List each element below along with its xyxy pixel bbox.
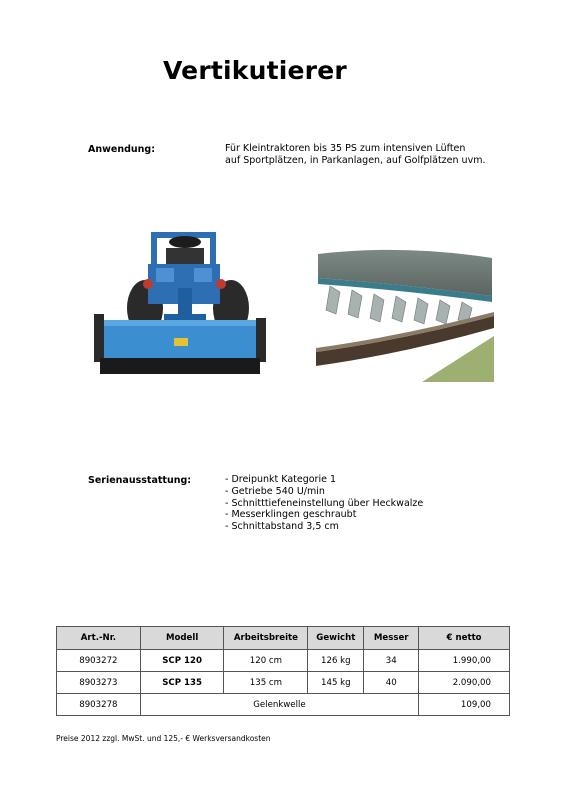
cell-price: 109,00 <box>419 694 510 716</box>
equipment-item: - Getriebe 540 U/min <box>225 485 325 497</box>
cell-working-width: 120 cm <box>224 650 308 672</box>
price-table <box>56 626 510 716</box>
equipment-label: Serienausstattung: <box>88 475 192 486</box>
table-row <box>57 694 510 716</box>
header-art-nr: Art.-Nr. <box>57 627 141 650</box>
application-text <box>225 143 485 166</box>
application-line: auf Sportplätzen, in Parkanlagen, auf Golfplätzen uvm. <box>225 154 486 166</box>
price-footnote: Preise 2012 zzgl. MwSt. und 125,- € Werksversandkosten <box>56 734 271 743</box>
cell-price: 1.990,00 <box>419 650 510 672</box>
equipment-list <box>225 474 423 533</box>
cell-art-nr: 8903273 <box>57 672 141 694</box>
tractor-photo <box>88 228 273 388</box>
header-price: € netto <box>419 627 510 650</box>
blade-roller-photo <box>312 244 497 382</box>
application-line: Für Kleintraktoren bis 35 PS zum intensiven Lüften <box>225 143 466 154</box>
cell-weight: 145 kg <box>308 672 364 694</box>
equipment-item: - Messerklingen geschraubt <box>225 509 357 521</box>
cell-model: SCP 120 <box>140 650 224 672</box>
table-header-row <box>57 627 510 650</box>
equipment-item: - Schnitttiefeneinstellung über Heckwalze <box>225 497 424 509</box>
equipment-item: - Dreipunkt Kategorie 1 <box>225 474 337 485</box>
cell-model: SCP 135 <box>140 672 224 694</box>
cell-working-width: 135 cm <box>224 672 308 694</box>
cell-description: Gelenkwelle <box>140 694 418 716</box>
table-row <box>57 650 510 672</box>
cell-blades: 40 <box>364 672 419 694</box>
application-label: Anwendung: <box>88 144 156 155</box>
page-title: Vertikutierer <box>163 56 347 85</box>
header-model: Modell <box>140 627 224 650</box>
cell-price: 2.090,00 <box>419 672 510 694</box>
cell-art-nr: 8903278 <box>57 694 141 716</box>
header-blades: Messer <box>364 627 419 650</box>
table-row <box>57 672 510 694</box>
header-weight: Gewicht <box>308 627 364 650</box>
equipment-item: - Schnittabstand 3,5 cm <box>225 521 339 533</box>
cell-weight: 126 kg <box>308 650 364 672</box>
header-working-width: Arbeitsbreite <box>224 627 308 650</box>
cell-blades: 34 <box>364 650 419 672</box>
cell-art-nr: 8903272 <box>57 650 141 672</box>
